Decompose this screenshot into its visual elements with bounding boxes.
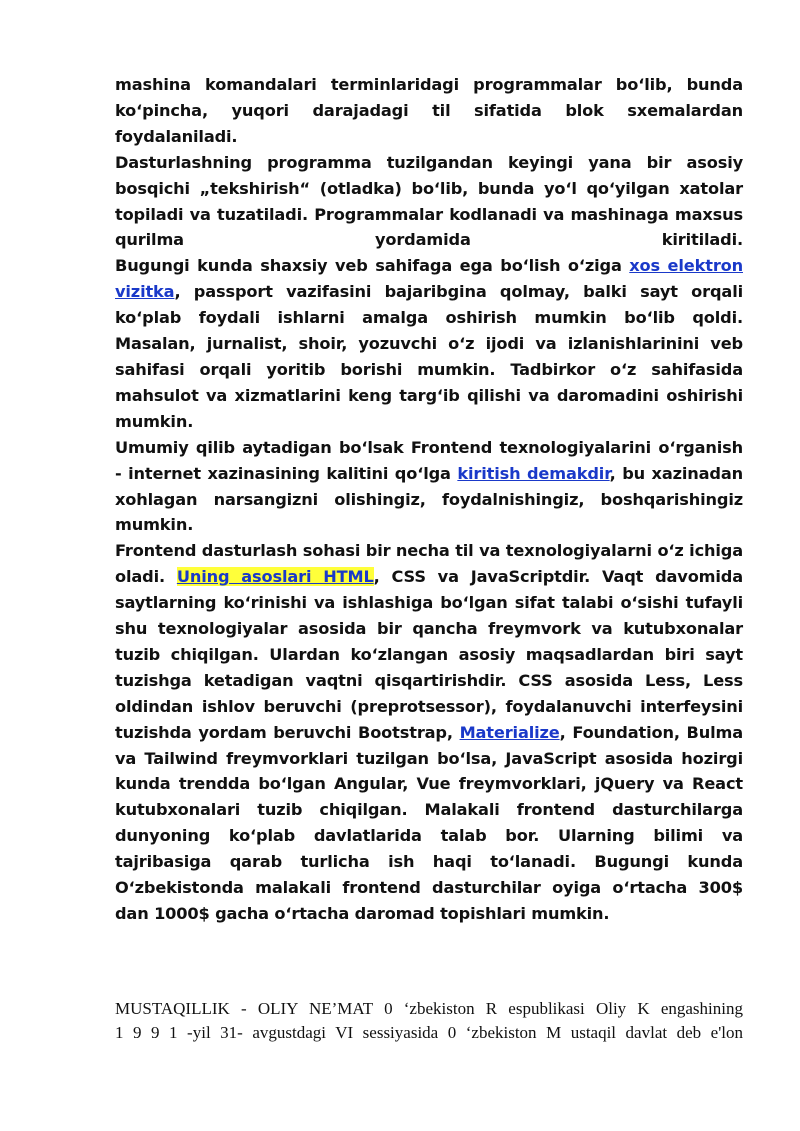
link-xos-elektron-vizitka[interactable]: xos elektron vizitka [115, 256, 743, 302]
paragraph-4-text-start: Umumiy qilib aytadigan bo‘lsak Frontend texnologiyalarini o‘rganish - internet xazinasining kalitini qo‘lga [115, 437, 743, 483]
paragraph-5-text-start: Frontend dasturlash sohasi bir necha til va texnologiyalarni o‘z ichiga oladi. [115, 541, 743, 587]
paragraph-3-text-start: Bugungi kunda shaxsiy veb sahifaga ega bo‘lish o‘ziga [115, 256, 630, 276]
paragraph-5-text-end: , Foundation, Bulma va Tailwind freymvorklari tuzilgan bo‘lsa, JavaScript asosida hozirgi kunda trendda bo‘lgan Angular, Vue freymvorklari, jQuery va React kutubxonalari tuzib chiqilgan. Malakali frontend dasturchilarga dunyoning ko‘plab davlatlarida talab bor. Ularning bilimi va tajribasiga qarab turlicha ish haqi to‘lanadi. Bugungi kunda O‘zbekistonda malakali frontend dasturchilar oyiga o‘rtacha 300$ dan 1000$ gacha o‘rtacha daromad topishlari mumkin. [115, 722, 743, 923]
paragraph-5 [115, 538, 743, 927]
link-materialize[interactable]: Materialize [459, 722, 560, 742]
paragraph-1: mashina komandalari terminlaridagi programmalar bo‘lib, bunda ko‘pincha, yuqori darajadagi til sifatida blok sxemalardan foydalaniladi. [115, 75, 743, 146]
link-kiritish-demakdir[interactable]: kiritish demakdir [457, 463, 610, 483]
paragraph-4-text-end: , bu xazinadan xohlagan narsangizni olishingiz, foydalnishingiz, boshqarishingiz mumkin. [115, 463, 743, 535]
document-body [115, 72, 743, 927]
paragraph-5-text-middle: , CSS va JavaScriptdir. Vaqt davomida saytlarning ko‘rinishi va ishlashiga bo‘lgan sifat talabi o‘sishi tufayli shu texnologiyalar asosida bir qancha freymvork va kutubxonalar tuzib chiqilgan. Ulardan ko‘zlangan asosiy maqsadlardan biri sayt tuzishga ketadigan vaqtni qisqartirishdir. CSS asosida Less, Less oldindan ishlov beruvchi (preprotsessor), foydalanuvchi interfeysini tuzishda yordam beruvchi Bootstrap, [115, 567, 743, 742]
paragraph-3 [115, 253, 743, 434]
footer-text [115, 997, 743, 1045]
footer-line-2: 1 9 9 1 -yil 31- avgustdagi VI sessiyasida 0 ‘zbekiston M ustaqil davlat deb e'lon [115, 1023, 743, 1042]
paragraph-2: Dasturlashning programma tuzilgandan keyingi yana bir asosiy bosqichi „tekshirish“ (otladka) bo‘lib, bunda yo‘l qo‘yilgan xatolar topiladi va tuzatiladi. Programmalar kodlanadi va mashinaga maxsus qurilma yordamida kiritiladi. [115, 152, 743, 250]
footer-line-1: MUSTAQILLIK - OLIY NE’MAT 0 ‘zbekiston R espublikasi Oliy K engashining [115, 999, 743, 1018]
paragraph-4 [115, 435, 743, 539]
highlighted-link-html[interactable]: Uning asoslari HTML [176, 567, 374, 587]
paragraph-3-text-end: , passport vazifasini bajaribgina qolmay, balki sayt orqali ko‘plab foydali ishlarni amalga oshirish mumkin bo‘lib qoldi. Masalan, jurnalist, shoir, yozuvchi o‘z ijodi va izlanishlarinini veb sahifasi orqali yoritib borishi mumkin. Tadbirkor o‘z sahifasida mahsulot va xizmatlarini keng targ‘ib qilishi va daromadini oshirishi mumkin. [115, 282, 743, 431]
